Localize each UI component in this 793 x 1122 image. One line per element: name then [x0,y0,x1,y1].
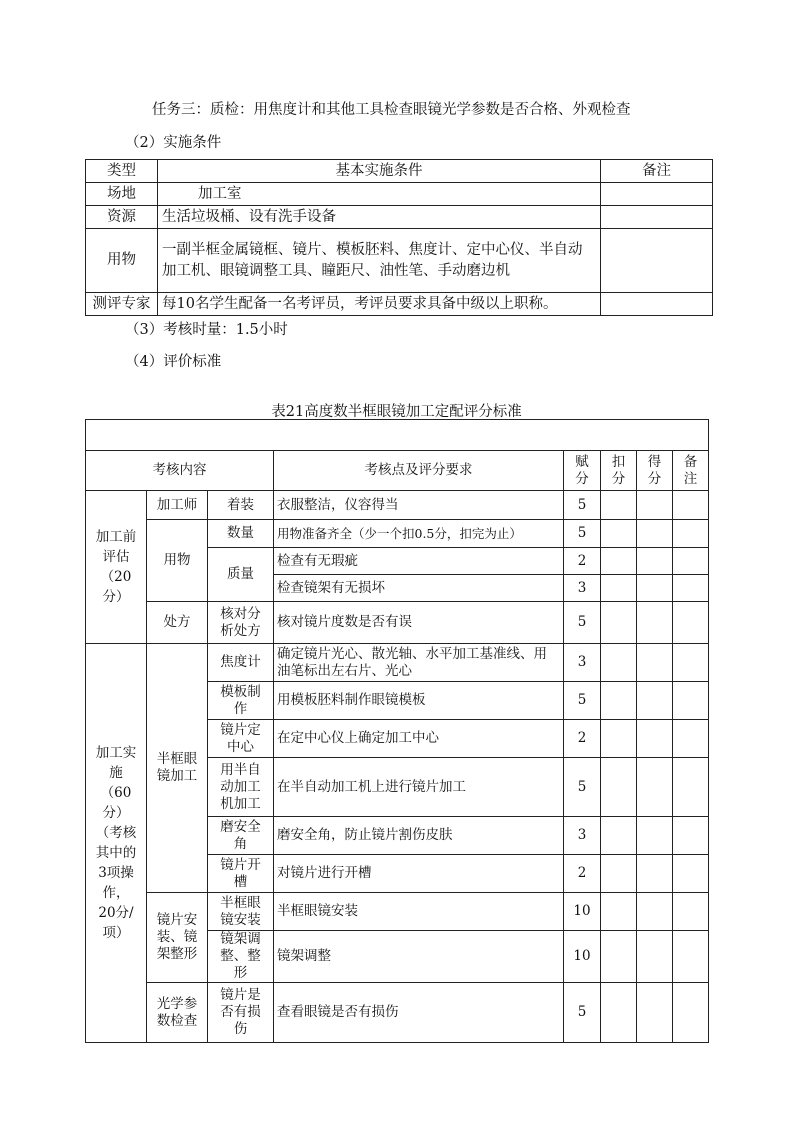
got-cell [637,602,673,644]
item-template: 模板制作 [208,682,274,720]
conditions-table [85,159,713,316]
item-focimeter: 焦度计 [208,644,274,682]
table-row [86,206,713,229]
got-cell [637,983,673,1043]
row-type: 场地 [86,183,158,206]
table-row [86,293,713,316]
item-semi-auto: 用半自动加工机加工 [208,758,274,817]
sub-install-adjust: 镜片安装、镜架整形 [147,893,208,983]
header-deduct: 扣分 [601,451,637,491]
item-qty: 数量 [208,520,274,548]
score-damage: 5 [564,983,601,1043]
score-grooving: 2 [564,855,601,893]
header-note: 备注 [673,451,709,491]
sub-supplies: 用物 [147,520,208,602]
note-cell [673,855,709,893]
req-safety-bevel: 磨安全角，防止镜片割伤皮肤 [274,817,564,855]
table-row [86,644,709,682]
sub-semi-frame: 半框眼镜加工 [147,644,208,893]
req-adjust: 镜架调整 [274,931,564,983]
deduct-cell [601,520,637,548]
table-row [86,983,709,1043]
deduct-cell [601,644,637,682]
got-cell [637,758,673,817]
header-points: 考核点及评分要求 [274,451,564,491]
section-conditions-heading: （2）实施条件 [125,135,222,151]
deduct-cell [601,758,637,817]
got-cell [637,855,673,893]
item-grooving: 镜片开槽 [208,855,274,893]
sub-rx: 处方 [147,602,208,644]
score-focimeter: 3 [564,644,601,682]
score-dress: 5 [564,491,601,520]
group-implementation: 加工实施（60分）（考核其中的3项操作，20分/项） [86,644,147,1043]
item-centering: 镜片定中心 [208,720,274,758]
score-quality-2: 3 [564,575,601,602]
note-cell [673,758,709,817]
req-quality-2: 检查镜架有无损坏 [274,575,564,602]
item-quality: 质量 [208,548,274,602]
deduct-cell [601,682,637,720]
deduct-cell [601,602,637,644]
task-title: 任务三：质检：用焦度计和其他工具检查眼镜光学参数是否合格、外观检查 [152,102,631,118]
note-cell [673,931,709,983]
req-semi-auto: 在半自动加工机上进行镜片加工 [274,758,564,817]
deduct-cell [601,817,637,855]
eval-table-caption: 表21高度数半框眼镜加工定配评分标准 [271,404,522,420]
score-rx: 5 [564,602,601,644]
sub-worker: 加工师 [147,491,208,520]
req-qty: 用物准备齐全（少一个扣0.5分，扣完为止） [274,520,564,548]
score-adjust: 10 [564,931,601,983]
deduct-cell [601,491,637,520]
score-quality-1: 2 [564,548,601,575]
header-got: 得分 [637,451,673,491]
got-cell [637,682,673,720]
item-damage: 镜片是否有损伤 [208,983,274,1043]
item-install: 半框眼镜安装 [208,893,274,931]
deduct-cell [601,983,637,1043]
got-cell [637,931,673,983]
deduct-cell [601,575,637,602]
sub-optical-check: 光学参数检查 [147,983,208,1043]
note-cell [673,720,709,758]
note-cell [673,682,709,720]
note-cell [673,548,709,575]
deduct-cell [601,855,637,893]
score-safety-bevel: 3 [564,817,601,855]
blank-header-row [86,420,709,451]
row-note [601,293,713,316]
req-install: 半框眼镜安装 [274,893,564,931]
note-cell [673,602,709,644]
note-cell [673,893,709,931]
req-centering: 在定中心仪上确定加工中心 [274,720,564,758]
item-dress: 着装 [208,491,274,520]
header-note: 备注 [601,160,713,183]
row-note [601,183,713,206]
got-cell [637,575,673,602]
req-quality-1: 检查有无瑕疵 [274,548,564,575]
header-content: 基本实施条件 [158,160,601,183]
got-cell [637,893,673,931]
note-cell [673,644,709,682]
score-centering: 2 [564,720,601,758]
row-content: 一副半框金属镜框、镜片、模板胚料、焦度计、定中心仪、半自动加工机、眼镜调整工具、瞳距尺、油性笔、手动磨边机 [158,229,601,293]
req-focimeter: 确定镜片光心、散光轴、水平加工基准线、用油笔标出左右片、光心 [274,644,564,682]
score-template: 5 [564,682,601,720]
got-cell [637,720,673,758]
table-header-row [86,160,713,183]
item-rx: 核对分析处方 [208,602,274,644]
evaluation-table [85,419,709,1043]
deduct-cell [601,548,637,575]
table-row [86,229,713,293]
score-semi-auto: 5 [564,758,601,817]
item-adjust: 镜架调整、整形 [208,931,274,983]
table-row [86,183,713,206]
table-row [86,602,709,644]
table-row [86,491,709,520]
group-pre-eval: 加工前评估（20分） [86,491,147,644]
deduct-cell [601,931,637,983]
note-cell [673,575,709,602]
table-row [86,520,709,548]
row-note [601,206,713,229]
score-install: 10 [564,893,601,931]
note-cell [673,983,709,1043]
header-type: 类型 [86,160,158,183]
got-cell [637,520,673,548]
got-cell [637,644,673,682]
item-safety-bevel: 磨安全角 [208,817,274,855]
row-content: 生活垃圾桶、设有洗手设备 [158,206,601,229]
row-content: 加工室 [158,183,601,206]
req-grooving: 对镜片进行开槽 [274,855,564,893]
note-cell [673,491,709,520]
note-cell [673,520,709,548]
deduct-cell [601,720,637,758]
header-score: 赋分 [564,451,601,491]
row-note [601,229,713,293]
note-cell [673,817,709,855]
blank-cell [86,420,709,451]
row-type: 测评专家 [86,293,158,316]
req-rx: 核对镜片度数是否有误 [274,602,564,644]
deduct-cell [601,893,637,931]
got-cell [637,491,673,520]
req-template: 用模板胚料制作眼镜模板 [274,682,564,720]
row-type: 资源 [86,206,158,229]
row-type: 用物 [86,229,158,293]
got-cell [637,548,673,575]
section-eval-heading: （4）评价标准 [125,354,222,370]
section-time-heading: （3）考核时量：1.5小时 [125,322,288,338]
score-qty: 5 [564,520,601,548]
req-dress: 衣服整洁，仪容得当 [274,491,564,520]
table-row [86,893,709,931]
req-damage: 查看眼镜是否有损伤 [274,983,564,1043]
got-cell [637,817,673,855]
row-content: 每10名学生配备一名考评员，考评员要求具备中级以上职称。 [158,293,601,316]
header-content: 考核内容 [86,451,274,491]
table-header-row [86,451,709,491]
